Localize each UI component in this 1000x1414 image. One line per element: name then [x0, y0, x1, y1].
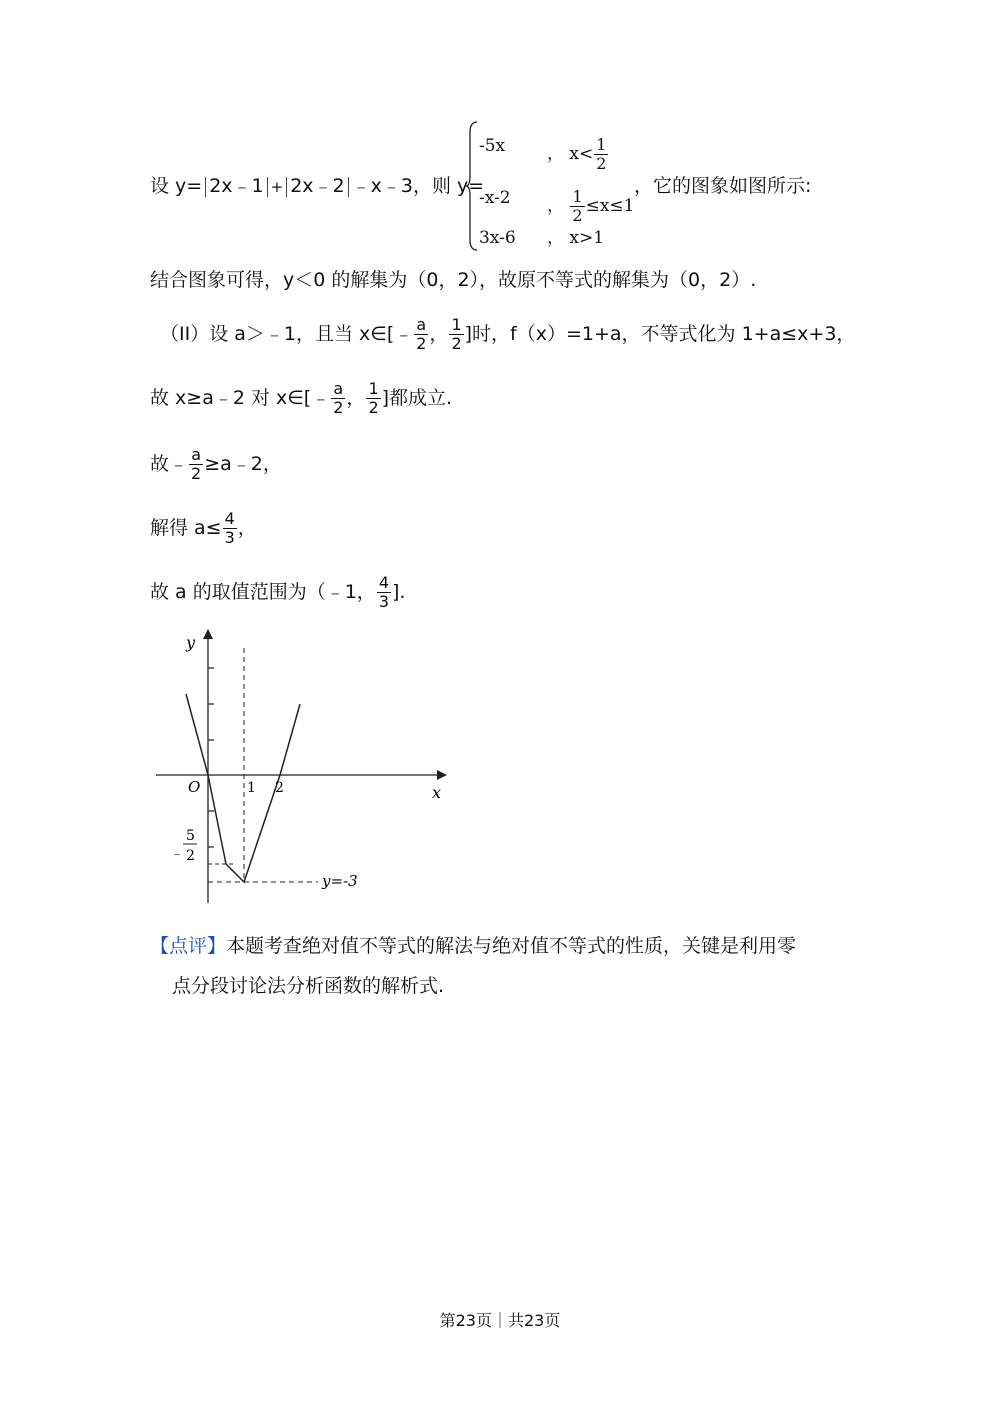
comment-text-1: 本题考查绝对值不等式的解法与绝对值不等式的性质，关键是利用零: [226, 935, 797, 957]
comment-tag: 【点评】: [150, 935, 227, 957]
tick-label-2: 2: [275, 780, 284, 796]
fraction-numerator: 4: [378, 573, 389, 592]
case-condition: [547, 136, 609, 173]
tick-label-1: 1: [247, 780, 256, 796]
text-segment: ]都成立.: [381, 387, 453, 409]
fraction-denominator: 2: [191, 464, 202, 483]
condition-holds-line: [150, 380, 452, 417]
text-segment: +: [270, 178, 284, 196]
case-condition: [547, 228, 604, 248]
case-expression: -5x: [479, 136, 506, 156]
y-axis-ticks: [208, 668, 214, 847]
fraction-denominator: 2: [368, 398, 379, 417]
text-segment: ，: [346, 387, 366, 409]
y-axis-label: y: [186, 633, 196, 652]
fraction-numerator: 1: [572, 187, 583, 206]
case-separator: ，: [547, 144, 564, 164]
text-segment: 故﹣: [150, 453, 189, 475]
range-line: [150, 574, 405, 611]
review-comment: [150, 926, 870, 1006]
function-graph: [150, 628, 460, 918]
x-axis-label: x: [432, 783, 442, 802]
fraction-denominator: 2: [451, 334, 462, 353]
fraction-denominator: 3: [378, 592, 389, 611]
fraction-denominator: 2: [416, 334, 427, 353]
text-segment: 故 a 的取值范围为（﹣1，: [150, 581, 376, 603]
fraction: [449, 316, 463, 353]
fraction-denominator: 2: [572, 206, 583, 225]
origin-label: O: [188, 778, 201, 796]
case-row-3: [479, 228, 605, 248]
line-label-y-minus3: y=-3: [322, 872, 358, 890]
text-segment: ，: [429, 323, 449, 345]
text-segment: 设 y=: [150, 175, 203, 197]
fraction: [366, 380, 380, 417]
frac-denominator-label: 2: [186, 848, 195, 864]
fraction: [414, 316, 428, 353]
fraction-numerator: 1: [368, 379, 379, 398]
left-brace: [465, 120, 479, 252]
fraction: [377, 574, 391, 611]
case-expression: -x-2: [479, 188, 511, 208]
text-segment: ，: [237, 517, 257, 539]
case-row-2: [479, 187, 635, 225]
solve-line: [150, 510, 257, 547]
comment-text-2: 点分段讨论法分析函数的解析式.: [172, 975, 445, 997]
abs-bar: [348, 177, 349, 197]
text-segment: 故 x≥a﹣2 对 x∈[﹣: [150, 387, 331, 409]
piecewise-definition-line: [150, 174, 484, 199]
part-two-line: [160, 316, 855, 353]
text-segment: ]时，f（x）=1+a，不等式化为 1+a≤x+3，: [464, 323, 856, 345]
abs-bar: [205, 177, 206, 197]
neg-sign-label: ﹣: [170, 846, 184, 862]
case-condition: [547, 188, 635, 225]
frac-numerator-label: 5: [186, 828, 195, 844]
case-separator: ，: [547, 228, 564, 248]
fraction-numerator: a: [331, 380, 345, 399]
fraction-numerator: a: [189, 446, 203, 465]
fraction-numerator: 4: [224, 509, 235, 528]
fraction-numerator: 1: [596, 135, 607, 154]
case-separator: ，: [547, 196, 564, 216]
fraction-denominator: 3: [224, 528, 235, 547]
condition-text: ≤x≤1: [585, 196, 635, 216]
text-segment: 2x﹣1: [209, 175, 264, 197]
condition-text: x<: [569, 144, 594, 164]
condition-text: x>1: [569, 228, 605, 248]
fraction-numerator: 1: [451, 315, 462, 334]
fraction: [189, 446, 203, 483]
abs-bar: [286, 177, 287, 197]
fraction-numerator: a: [414, 316, 428, 335]
case-row-1: [479, 135, 607, 173]
text-segment: 2x﹣2: [290, 175, 345, 197]
text-segment: ].: [392, 581, 406, 603]
case-expression: 3x-6: [479, 228, 516, 248]
page-footer: 第23页｜共23页: [439, 1311, 561, 1330]
fraction-denominator: 2: [333, 398, 344, 417]
condition-fraction: [594, 136, 608, 173]
text-segment: ﹣x﹣3，则 y=: [351, 175, 485, 197]
graph-reference-text: [634, 174, 811, 198]
fraction-denominator: 2: [596, 154, 607, 173]
solution-set-line: 结合图象可得，y＜0 的解集为（0，2），故原不等式的解集为（0，2）.: [150, 269, 757, 291]
fraction: [223, 510, 237, 547]
text-segment: ，它的图象如图所示:: [634, 175, 812, 197]
condition-fraction: [570, 188, 584, 225]
abs-bar: [267, 177, 268, 197]
text-segment: ≥a﹣2，: [204, 453, 282, 475]
inequality-line: [150, 446, 282, 483]
fraction: [331, 380, 345, 417]
text-segment: （II）设 a＞﹣1，且当 x∈[﹣: [160, 323, 414, 345]
text-segment: 解得 a≤: [150, 517, 222, 539]
